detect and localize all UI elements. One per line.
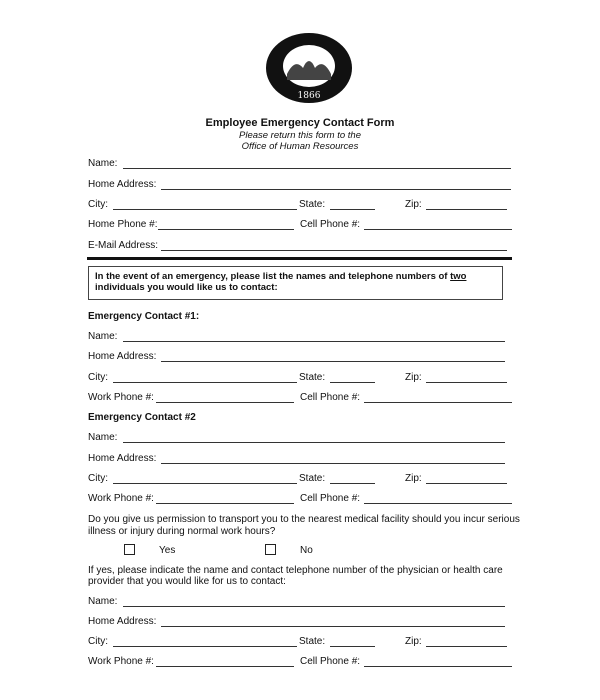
home-address-label: Home Address: [88, 616, 157, 627]
form-subtitle-line1: Please return this form to the [239, 130, 361, 141]
city-label: City: [88, 372, 108, 383]
name-label: Name: [88, 331, 118, 342]
employee-city-field[interactable] [113, 199, 297, 210]
work-phone-label: Work Phone #: [88, 493, 154, 504]
home-phone-label: Home Phone #: [88, 219, 158, 230]
contact2-cell-phone-field[interactable] [364, 493, 512, 504]
contact2-city-field[interactable] [113, 473, 297, 484]
employee-state-field[interactable] [330, 199, 375, 210]
fisk-university-seal-logo [265, 32, 353, 104]
contact1-heading: Emergency Contact #1: [88, 311, 200, 322]
physician-city-field[interactable] [113, 636, 297, 647]
name-label: Name: [88, 596, 118, 607]
home-address-label: Home Address: [88, 179, 157, 190]
home-address-label: Home Address: [88, 453, 157, 464]
city-label: City: [88, 199, 108, 210]
zip-label: Zip: [405, 636, 422, 647]
contact1-cell-phone-field[interactable] [364, 392, 512, 403]
contact1-zip-field[interactable] [426, 372, 507, 383]
employee-cell-phone-field[interactable] [364, 219, 512, 230]
cell-phone-label: Cell Phone #: [300, 392, 361, 403]
cell-phone-label: Cell Phone #: [300, 656, 361, 667]
employee-home-phone-field[interactable] [158, 219, 294, 230]
physician-cell-phone-field[interactable] [364, 656, 512, 667]
physician-name-field[interactable] [123, 596, 505, 607]
city-label: City: [88, 636, 108, 647]
permission-question-line1: Do you give us permission to transport you to the nearest medical facility should you incur serious [88, 514, 520, 525]
contact1-state-field[interactable] [330, 372, 375, 383]
state-label: State: [299, 199, 326, 210]
physician-zip-field[interactable] [426, 636, 507, 647]
home-address-label: Home Address: [88, 351, 157, 362]
no-label: No [300, 545, 313, 556]
yes-label: Yes [159, 545, 176, 556]
work-phone-label: Work Phone #: [88, 392, 154, 403]
state-label: State: [299, 372, 326, 383]
physician-address-field[interactable] [161, 616, 505, 627]
contact1-city-field[interactable] [113, 372, 297, 383]
physician-instruction-line1: If yes, please indicate the name and contact telephone number of the physician or health care [88, 565, 503, 576]
contact1-home-address-field[interactable] [161, 351, 505, 362]
physician-instruction-line2: provider that you would like for us to contact: [88, 576, 286, 587]
contact1-work-phone-field[interactable] [156, 392, 294, 403]
notice-box [88, 266, 503, 300]
work-phone-label: Work Phone #: [88, 656, 154, 667]
employee-zip-field[interactable] [426, 199, 507, 210]
employee-email-field[interactable] [161, 240, 507, 251]
contact2-home-address-field[interactable] [161, 453, 505, 464]
zip-label: Zip: [405, 473, 422, 484]
name-label: Name: [88, 158, 118, 169]
physician-state-field[interactable] [330, 636, 375, 647]
form-title: Employee Emergency Contact Form [205, 117, 395, 129]
zip-label: Zip: [405, 199, 422, 210]
cell-phone-label: Cell Phone #: [300, 493, 361, 504]
state-label: State: [299, 636, 326, 647]
city-label: City: [88, 473, 108, 484]
svg-text:1866: 1866 [297, 91, 321, 101]
notice-text: In the event of an emergency, please list the names and telephone numbers of two individuals you would like us to contact: [95, 271, 467, 293]
form-subtitle-line2: Office of Human Resources [241, 141, 359, 152]
contact2-zip-field[interactable] [426, 473, 507, 484]
yes-checkbox[interactable] [124, 544, 135, 555]
cell-phone-label: Cell Phone #: [300, 219, 361, 230]
state-label: State: [299, 473, 326, 484]
contact2-work-phone-field[interactable] [156, 493, 294, 504]
section-divider [87, 257, 512, 260]
contact2-name-field[interactable] [123, 432, 505, 443]
contact1-name-field[interactable] [123, 331, 505, 342]
contact2-state-field[interactable] [330, 473, 375, 484]
email-label: E-Mail Address: [88, 240, 159, 251]
name-label: Name: [88, 432, 118, 443]
no-checkbox[interactable] [265, 544, 276, 555]
zip-label: Zip: [405, 372, 422, 383]
contact2-heading: Emergency Contact #2 [88, 412, 196, 423]
physician-work-phone-field[interactable] [156, 656, 294, 667]
permission-question-line2: illness or injury during normal work hours? [88, 526, 276, 537]
employee-name-field[interactable] [123, 158, 511, 169]
employee-home-address-field[interactable] [161, 179, 511, 190]
